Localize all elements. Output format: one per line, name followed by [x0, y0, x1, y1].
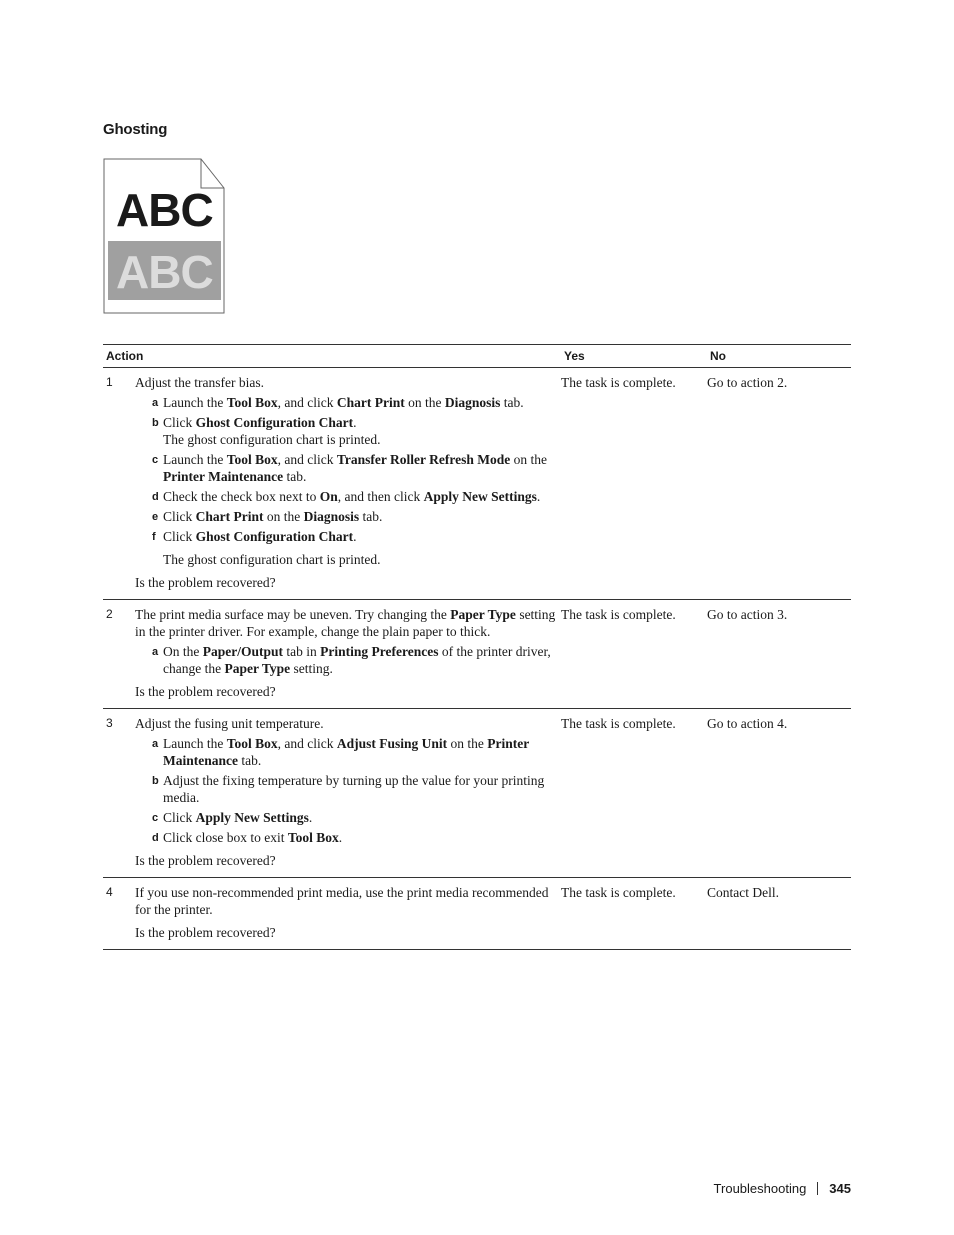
action-intro: If you use non-recommended print media, use the print media recommended for the printer. — [135, 885, 549, 917]
table-row — [103, 368, 851, 600]
step-item: a Launch the Tool Box, and click Chart Print on the Diagnosis tab. — [152, 395, 524, 410]
action-cell — [135, 600, 561, 709]
step-item: e Click Chart Print on the Diagnosis tab. — [152, 509, 383, 524]
step-item: d Click close box to exit Tool Box. — [152, 830, 343, 845]
step-item: d Check the check box next to On, and then click Apply New Settings. — [152, 489, 541, 504]
recovery-question: Is the problem recovered? — [135, 575, 276, 590]
header-yes: Yes — [561, 345, 707, 368]
action-number: 2 — [103, 600, 135, 709]
abc-ghost-text: ABC — [116, 246, 213, 298]
header-no: No — [707, 345, 851, 368]
step-item: c Launch the Tool Box, and click Transfer Roller Refresh Mode on the Printer Maintenance tab. — [152, 452, 547, 484]
no-cell: Contact Dell. — [707, 878, 851, 950]
no-cell: Go to action 3. — [707, 600, 851, 709]
no-cell: Go to action 4. — [707, 709, 851, 878]
yes-cell: The task is complete. — [561, 709, 707, 878]
abc-dark-text: ABC — [116, 184, 213, 236]
ghosting-illustration — [103, 158, 227, 316]
action-number: 4 — [103, 878, 135, 950]
step-item: b Adjust the fixing temperature by turning up the value for your printing media. — [152, 773, 545, 805]
step-note: The ghost configuration chart is printed. — [163, 552, 381, 567]
action-intro: Adjust the fusing unit temperature. — [135, 716, 324, 731]
recovery-question: Is the problem recovered? — [135, 684, 276, 699]
table-row — [103, 878, 851, 950]
page-number: 345 — [829, 1181, 851, 1196]
step-item: a On the Paper/Output tab in Printing Preferences of the printer driver, change the Paper Type setting. — [152, 644, 551, 676]
header-action: Action — [103, 345, 561, 368]
action-cell — [135, 709, 561, 878]
table-header-row — [103, 345, 851, 368]
table-row — [103, 600, 851, 709]
step-item: f Click Ghost Configuration Chart. — [152, 529, 357, 544]
action-number: 3 — [103, 709, 135, 878]
troubleshooting-table — [103, 344, 851, 950]
action-cell — [135, 368, 561, 600]
yes-cell: The task is complete. — [561, 368, 707, 600]
recovery-question: Is the problem recovered? — [135, 925, 276, 940]
step-item: b Click Ghost Configuration Chart. — [152, 415, 357, 430]
footer-section: Troubleshooting — [713, 1181, 807, 1196]
step-item: c Click Apply New Settings. — [152, 810, 313, 825]
action-cell — [135, 878, 561, 950]
no-cell: Go to action 2. — [707, 368, 851, 600]
step-item: a Launch the Tool Box, and click Adjust Fusing Unit on the Printer Maintenance tab. — [152, 736, 530, 768]
yes-cell: The task is complete. — [561, 878, 707, 950]
step-note: The ghost configuration chart is printed. — [163, 432, 381, 447]
yes-cell: The task is complete. — [561, 600, 707, 709]
page-footer — [714, 1181, 851, 1196]
action-number: 1 — [103, 368, 135, 600]
recovery-question: Is the problem recovered? — [135, 853, 276, 868]
table-row — [103, 709, 851, 878]
action-intro: Adjust the transfer bias. — [135, 375, 264, 390]
section-heading: Ghosting — [103, 121, 168, 138]
action-intro: The print media surface may be uneven. Try changing the Paper Type setting in the printer driver. For example, change the plain paper to thick. — [135, 607, 556, 639]
footer-divider — [817, 1182, 818, 1195]
